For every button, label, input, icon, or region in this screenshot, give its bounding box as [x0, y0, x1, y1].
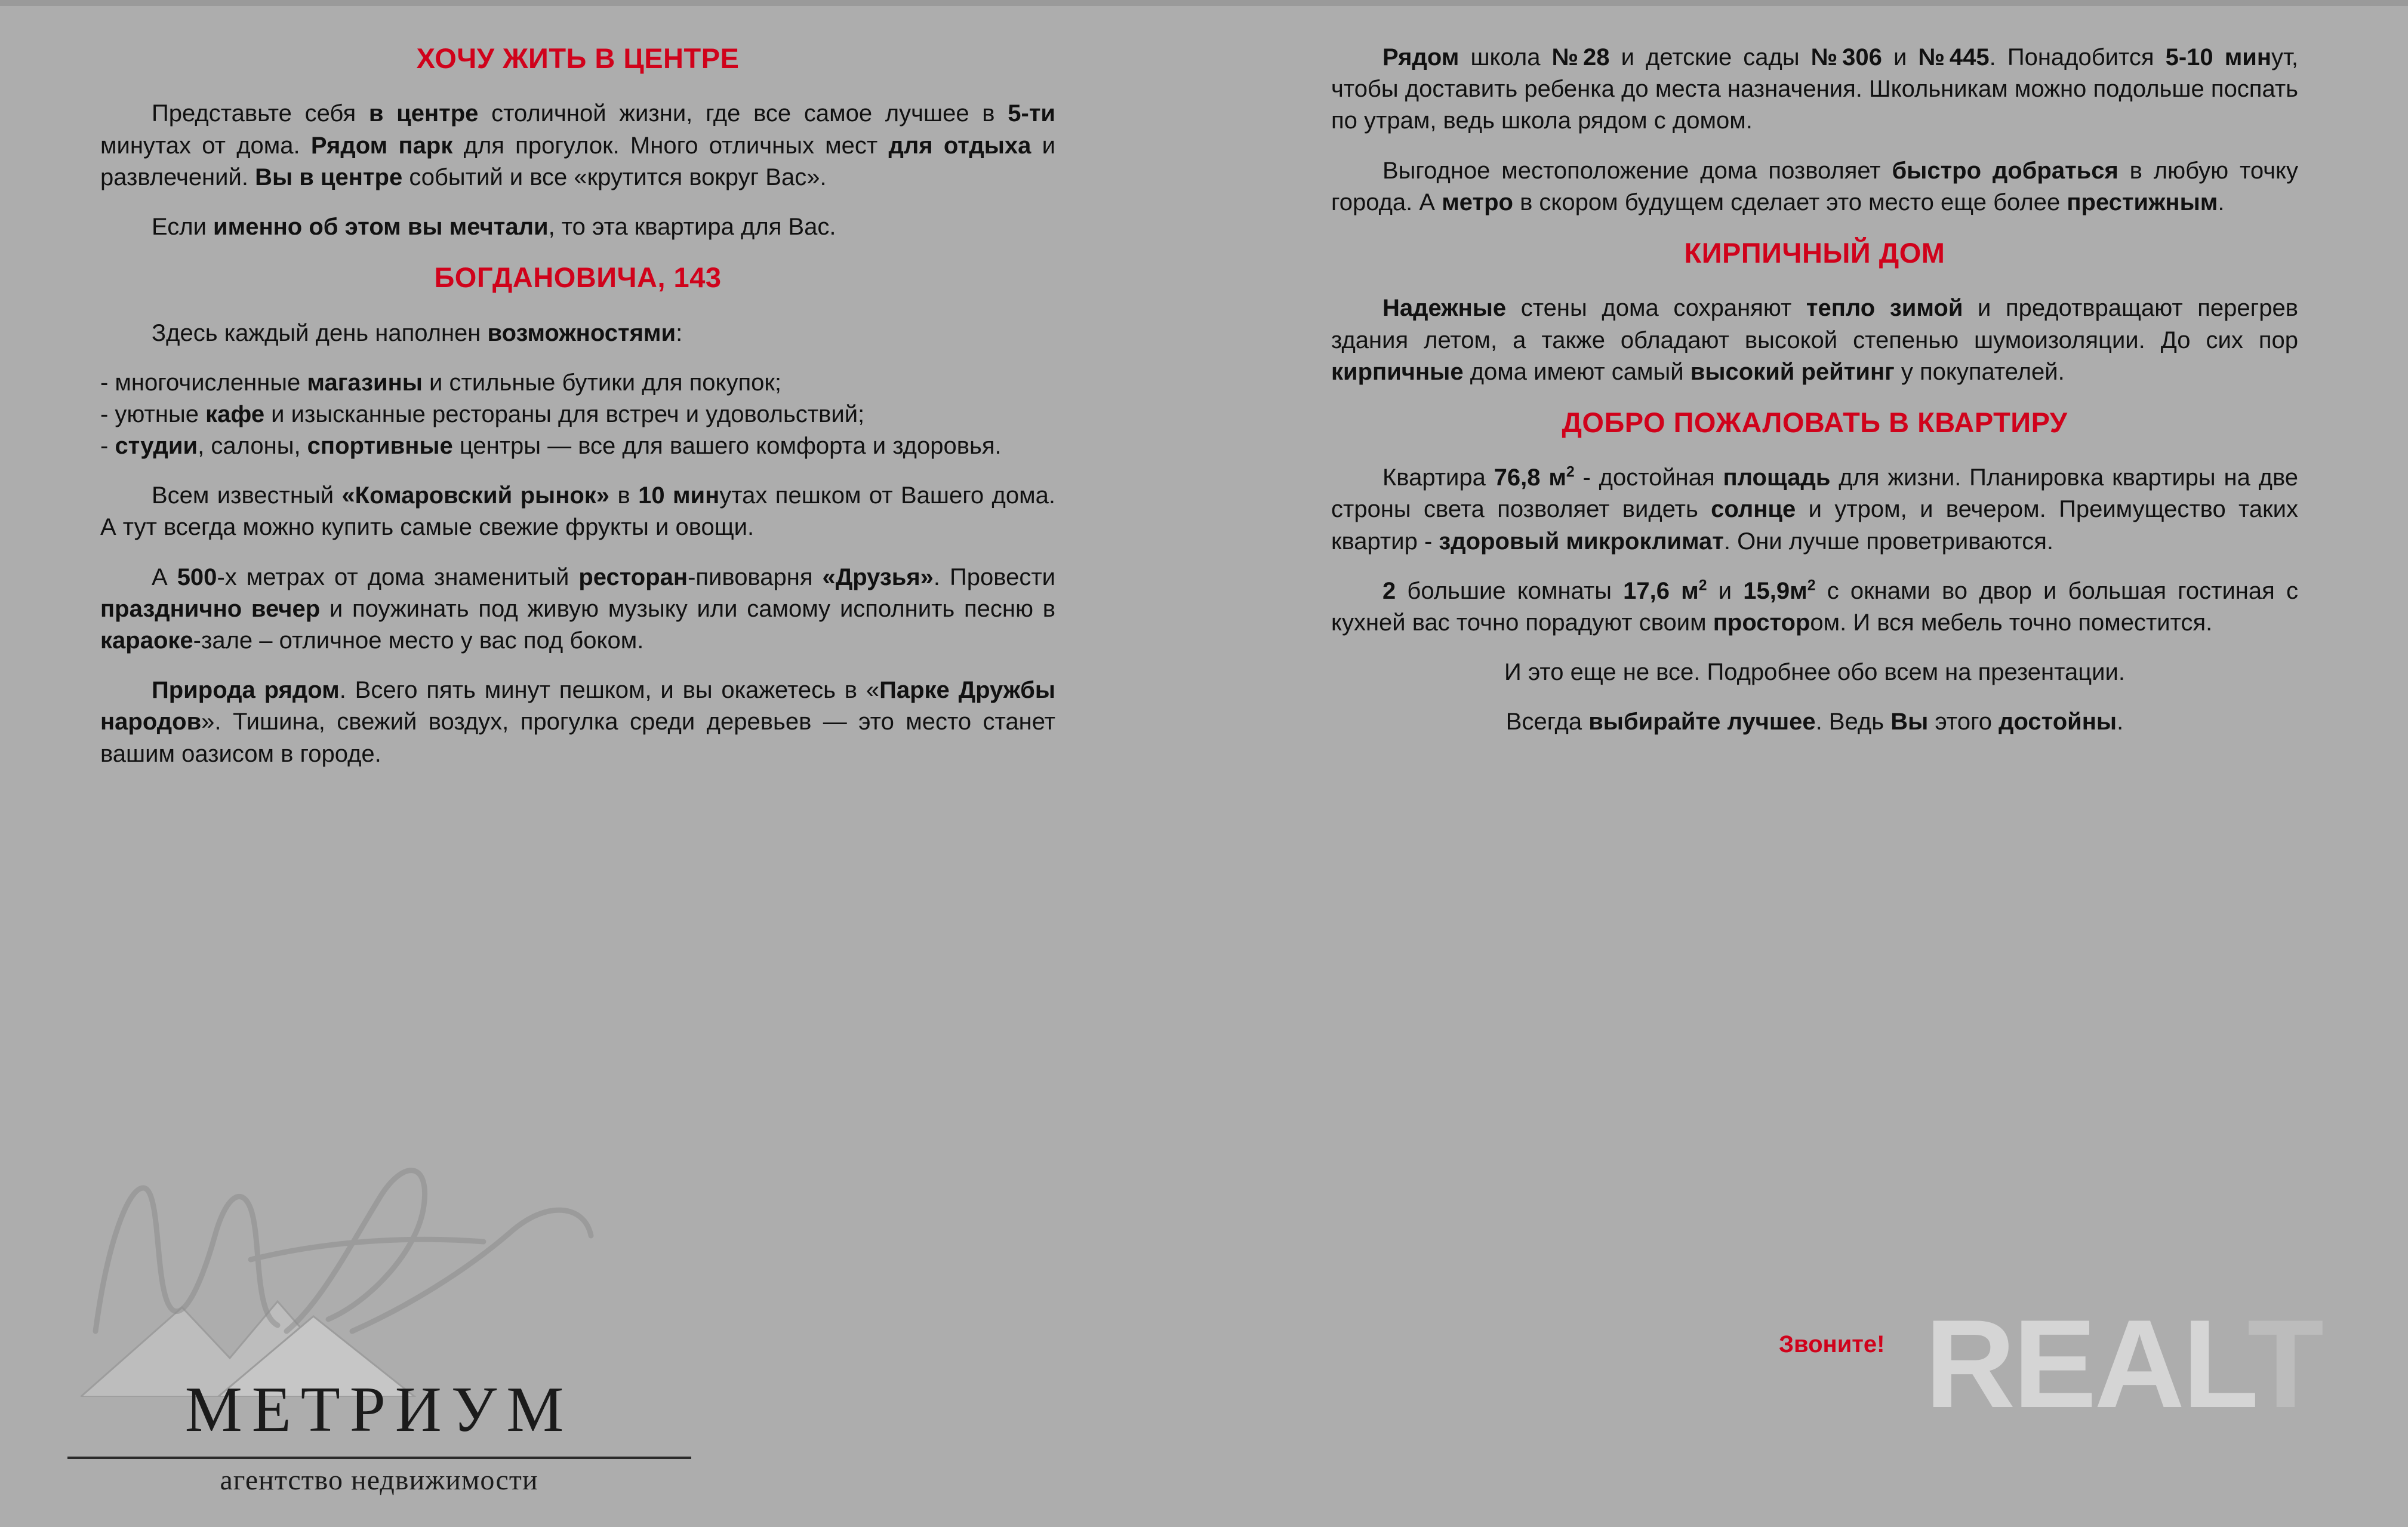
metrium-brand-text: МЕТРИУМ [184, 1374, 574, 1445]
paragraph-nature: Природа рядом. Всего пять минут пешком, и вы окажетесь в «Парке Дружбы народов». Тишина, свежий воздух, прогулка среди деревьев — это место станет вашим оазисом в городе. [100, 677, 1056, 767]
paragraph-market: Всем известный «Комаровский рынок» в 10 минутах пешком от Вашего дома. А тут всегда можно купить самые свежие фрукты и овощи. [100, 482, 1055, 541]
paragraph-center-life: Представьте себя в центре столичной жизни, где все самое лучшее в 5-ти минутах от дома. Рядом парк для прогулок. Много отличных мест для отдыха и развлечений. Вы в центре событий и все «крутится вокруг Вас». [100, 100, 1055, 190]
paragraph-brick-walls: Надежные стены дома сохраняют тепло зимой и предотвращают перегрев здания летом, а также обладают высокой степенью шумоизоляции. До сих пор кирпичные дома имеют самый высокий рейтинг у покупателей. [1331, 295, 2299, 385]
call-now-text: Звоните! [1779, 1331, 1885, 1357]
paragraph-restaurant: А 500-х метрах от дома знаменитый ресторан-пивоварня «Друзья». Провести празднично вечер и поужинать под живую музыку или самому исполнить песню в караоке-зале – отличное место у вас под боком. [100, 564, 1055, 654]
paragraph-opportunities: Здесь каждый день наполнен возможностями: [152, 319, 683, 346]
paragraph-schools: Рядом школа №28 и детские сады №306 и №445. Понадобится 5-10 минут, чтобы доставить ребенка до места назначения. Школьникам можно подольше поспать по утрам, ведь школа рядом с домом. [1331, 44, 2299, 134]
heading-brick-house: КИРПИЧНЫЙ ДОМ [1684, 236, 1945, 269]
right-column [1331, 42, 2298, 756]
heading-live-in-center: ХОЧУ ЖИТЬ В ЦЕНТРЕ [416, 42, 740, 74]
paragraph-location: Выгодное местоположение дома позволяет быстро добраться в любую точку города. А метро в скором будущем сделает это место еще более престижным. [1331, 157, 2298, 215]
realt-text-accent: T [2247, 1294, 2321, 1434]
paragraph-dream: Если именно об этом вы мечтали, то эта квартира для Вас. [152, 213, 836, 240]
logo-divider [67, 1457, 691, 1459]
left-column [100, 42, 1055, 788]
list-item: - многочисленные магазины и стильные бутики для покупок; [100, 369, 781, 396]
realt-watermark [1924, 1294, 2321, 1434]
list-item: - уютные кафе и изысканные рестораны для встреч и удовольствий; [100, 401, 865, 427]
opportunities-list [100, 367, 1055, 463]
paragraph-presentation: И это еще не все. Подробнее обо всем на презентации. [1504, 659, 2125, 686]
paragraph-rooms: 2 большие комнаты 17,6 $м^2$ и $15,9м^2$ с окнами во двор и большая гостиная с кухней вас точно порадуют своим простором. И вся мебель точно поместится. [1331, 577, 2298, 636]
list-item: - студии, салоны, спортивные центры — все для вашего комфорта и здоровья. [100, 433, 1002, 460]
heading-address: БОГДАНОВИЧА, 143 [434, 261, 722, 294]
paragraph-apartment-area: Квартира 76,8 $м^2$ - достойная площадь для жизни. Планировка квартиры на две строны света позволяет видеть солнце и утром, и вечером. Преимущество таких квартир - здоровый микроклимат. Они лучше проветриваются. [1331, 464, 2299, 555]
paragraph-choose-best: Всегда выбирайте лучшее. Ведь Вы этого достойны. [1505, 709, 2124, 735]
metrium-subtitle: агентство недвижимости [220, 1464, 538, 1496]
heading-welcome-apartment: ДОБРО ПОЖАЛОВАТЬ В КВАРТИРУ [1562, 406, 2068, 438]
metrium-logo [57, 1277, 701, 1504]
realt-text-main: REAL [1924, 1294, 2247, 1434]
